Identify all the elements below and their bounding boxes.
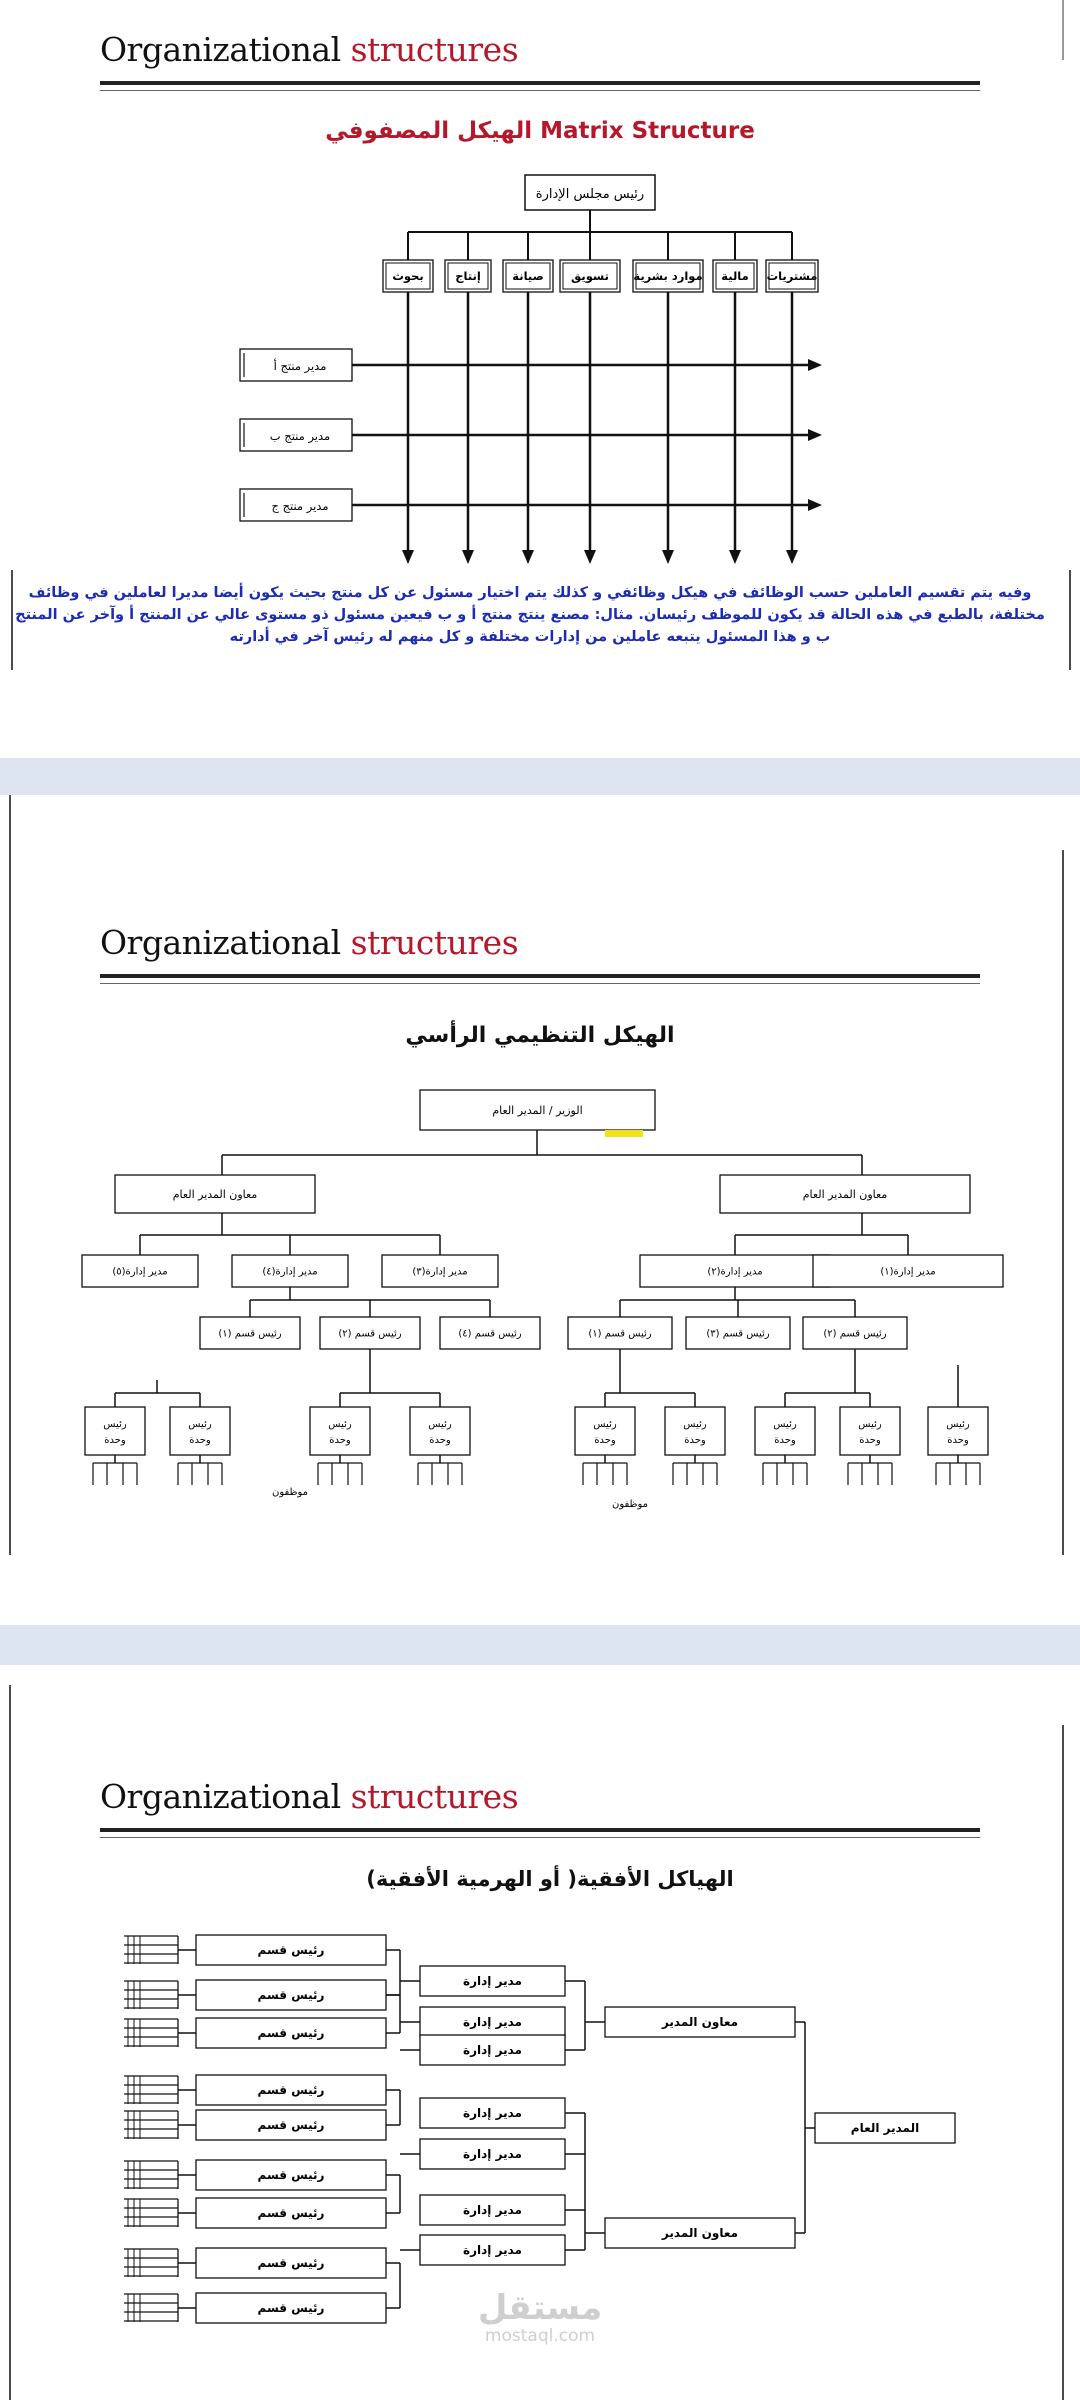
arrow-down (729, 550, 741, 564)
watermark-sub: mostaql.com (484, 2326, 596, 2346)
arrow-right (808, 359, 822, 371)
section-head-3-label: رئيس قسم (257, 2083, 325, 2098)
matrix-description: وفيه يتم تقسيم العاملين حسب الوظائف في هيكل وظائفي و كذلك يتم اختيار مسئول عن كل منتج بحيث يكون أيضا مديرا لعاملين في وظائف مختلفة، بالطبع في هذه الحالة قد يكون للموظف رئيسان. مثال: مصنع ينتج منتج أ و ب فيعين مسئول ذو مستوى عالي عن المنتج أ وآخر عن المنتج ب و هذا المسئول يتبعه عاملين من إدارات مختلفة و كل منهم له رئيس آخر في أدارته (15, 585, 1045, 645)
manager-left-0-label: مدير إدارة(٥) (112, 1266, 168, 1278)
unit-head-label: رئيس (946, 1419, 970, 1430)
section-right-0-label: رئيس قسم (١) (588, 1328, 652, 1340)
unit-head-label: وحدة (329, 1435, 351, 1446)
department-2-label: مدير إدارة (463, 2043, 522, 2058)
page-separator (0, 1625, 1080, 1665)
arrow-right (808, 499, 822, 511)
unit-head-label: وحدة (684, 1435, 706, 1446)
title-red: structures (350, 923, 519, 962)
department-3-label: مدير إدارة (463, 2106, 522, 2121)
unit-head-box (310, 1407, 370, 1455)
employees-label: موظفون (271, 1487, 309, 1498)
deputy-right-label: معاون المدير العام (802, 1187, 888, 1201)
page-vertical-structure (0, 795, 1080, 1625)
department-4-label: مدير إدارة (463, 2147, 522, 2162)
unit-head-box (665, 1407, 725, 1455)
title-black: Organizational (100, 1777, 341, 1816)
deputy-left-label: معاون المدير العام (172, 1187, 258, 1201)
arrow-down (584, 550, 596, 564)
section-head-6-label: رئيس قسم (257, 2206, 325, 2221)
manager-right-1-label: مدير إدارة(١) (880, 1266, 936, 1278)
matrix-title: الهيكل المصفوفي Matrix Structure (325, 118, 755, 144)
unit-head-box (755, 1407, 815, 1455)
arrow-down (462, 550, 474, 564)
section-left-1-label: رئيس قسم (٢) (338, 1328, 402, 1340)
title-red: structures (350, 1777, 519, 1816)
section-head-1-label: رئيس قسم (257, 1988, 325, 2003)
unit-head-label: رئيس (328, 1419, 352, 1430)
function-3-label: تسويق (571, 269, 609, 284)
arrow-down (402, 550, 414, 564)
highlight-mark (605, 1130, 643, 1137)
unit-head-label: رئيس (593, 1419, 617, 1430)
section-head-2-label: رئيس قسم (257, 2026, 325, 2041)
unit-head-label: وحدة (774, 1435, 796, 1446)
manager-label: مدير منتج ب (269, 429, 331, 443)
unit-head-box (840, 1407, 900, 1455)
unit-head-label: وحدة (594, 1435, 616, 1446)
section-head-0-label: رئيس قسم (257, 1943, 325, 1958)
unit-head-box (170, 1407, 230, 1455)
title-black: Organizational (100, 30, 341, 69)
unit-head-box (85, 1407, 145, 1455)
title-red: structures (350, 30, 519, 69)
section-right-1-label: رئيس قسم (٣) (706, 1328, 770, 1340)
function-5-label: إنتاج (455, 269, 481, 284)
title-black: Organizational (100, 923, 341, 962)
section-head-4-label: رئيس قسم (257, 2118, 325, 2133)
function-0-label: مشتريات (766, 269, 818, 284)
manager-left-2-label: مدير إدارة(٣) (412, 1266, 468, 1278)
unit-head-label: وحدة (104, 1435, 126, 1446)
function-4-label: صيانة (512, 269, 544, 284)
deputy-0-label: معاون المدير (661, 2015, 739, 2030)
vertical-title: الهيكل التنظيمي الرأسي (405, 1023, 675, 1048)
department-0-label: مدير إدارة (463, 1974, 522, 1989)
deputy-1-label: معاون المدير (661, 2226, 739, 2241)
unit-head-label: وحدة (189, 1435, 211, 1446)
arrow-down (662, 550, 674, 564)
top-minister-label: الوزير / المدير العام (492, 1103, 583, 1117)
section-left-0-label: رئيس قسم (١) (218, 1328, 282, 1340)
unit-head-label: رئيس (773, 1419, 797, 1430)
department-1-label: مدير إدارة (463, 2015, 522, 2030)
employees-label: موظفون (611, 1499, 649, 1510)
function-1-label: مالية (721, 269, 749, 284)
manager-left-1-label: مدير إدارة(٤) (262, 1266, 318, 1278)
section-right-2-label: رئيس قسم (٢) (823, 1328, 887, 1340)
unit-head-label: وحدة (947, 1435, 969, 1446)
unit-head-label: رئيس (428, 1419, 452, 1430)
unit-head-label: رئيس (858, 1419, 882, 1430)
page-matrix-structure (0, 0, 1080, 758)
unit-head-label: وحدة (429, 1435, 451, 1446)
manager-right-0-label: مدير إدارة(٢) (707, 1266, 763, 1278)
unit-head-label: رئيس (103, 1419, 127, 1430)
chairman-label: رئيس مجلس الإدارة (535, 187, 645, 202)
section-head-5-label: رئيس قسم (257, 2168, 325, 2183)
department-5-label: مدير إدارة (463, 2203, 522, 2218)
vertical-diagram (0, 795, 1080, 1625)
unit-head-box (928, 1407, 988, 1455)
unit-head-box (410, 1407, 470, 1455)
manager-label: مدير منتج أ (273, 359, 327, 373)
manager-label: مدير منتج ج (271, 499, 329, 513)
watermark-main: مستقل (477, 2288, 603, 2328)
page-separator (0, 758, 1080, 795)
arrow-down (786, 550, 798, 564)
function-2-label: موارد بشرية (633, 269, 703, 284)
general-manager-label: المدير العام (850, 2121, 920, 2136)
section-head-7-label: رئيس قسم (257, 2256, 325, 2271)
function-6-label: بحوث (392, 269, 424, 284)
section-left-2-label: رئيس قسم (٤) (458, 1328, 522, 1340)
unit-head-box (575, 1407, 635, 1455)
unit-head-label: رئيس (188, 1419, 212, 1430)
arrow-down (522, 550, 534, 564)
unit-head-label: رئيس (683, 1419, 707, 1430)
horizontal-title: الهياكل الأفقية( أو الهرمية الأفقية) (366, 1867, 734, 1891)
unit-head-label: وحدة (859, 1435, 881, 1446)
arrow-right (808, 429, 822, 441)
section-head-8-label: رئيس قسم (257, 2301, 325, 2316)
watermark (440, 2290, 640, 2346)
department-6-label: مدير إدارة (463, 2243, 522, 2258)
